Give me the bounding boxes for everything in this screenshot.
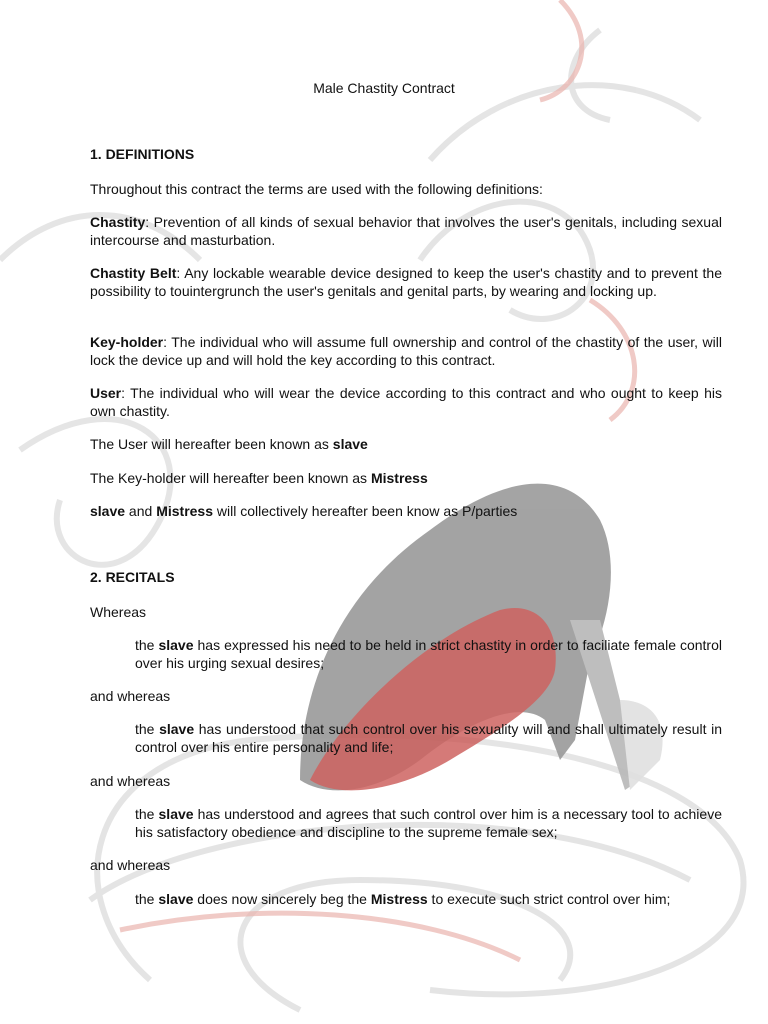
- known-as-mistress: The Key-holder will hereafter been known as Mistress: [90, 470, 428, 486]
- definitions-intro: Throughout this contract the terms are used with the following definitions:: [90, 181, 543, 197]
- definition-text: : The individual who will assume full ownership and control of the chastity of the user, will lock the device up and will hold the key according to this contract.: [90, 334, 722, 368]
- definition-term: Chastity: [90, 214, 146, 230]
- document-title: Male Chastity Contract: [313, 80, 455, 96]
- definition-term: Chastity Belt: [90, 265, 177, 281]
- definition-term: User: [90, 385, 122, 401]
- whereas-label: and whereas: [90, 688, 171, 704]
- section-heading-recitals: 2. RECITALS: [90, 569, 175, 585]
- definition-term: Key-holder: [90, 334, 164, 350]
- recital-clause: the slave has expressed his need to be held in strict chastity in order to faciliate female control over his urging sexual desires;: [135, 637, 722, 671]
- definition-key-holder: [90, 333, 722, 369]
- definition-text: : Prevention of all kinds of sexual behavior that involves the user's genitals, including sexual intercourse and masturbation.: [90, 214, 722, 248]
- recital-clause: the slave has understood that such control over his sexuality will and shall ultimately result in control over his entire personality and life;: [135, 721, 722, 755]
- definition-user: [90, 384, 722, 420]
- whereas-label: and whereas: [90, 857, 171, 873]
- definition-chastity-belt: [90, 264, 722, 300]
- recital-clause: the slave has understood and agrees that such control over him is a necessary tool to achieve his satisfactory obedience and discipline to the supreme female sex;: [135, 806, 722, 840]
- definition-text: : The individual who will wear the device according to this contract and who ought to keep his own chastity.: [90, 385, 722, 419]
- definition-chastity: [90, 213, 722, 249]
- known-as-slave: The User will hereafter been known as slave: [90, 436, 368, 452]
- definition-text: : Any lockable wearable device designed to keep the user's chastity and to prevent the possibility to touintergrunch the user's genitals and genital parts, by wearing and locking up.: [90, 265, 722, 299]
- recital-clause: the slave does now sincerely beg the Mistress to execute such strict control over him;: [135, 891, 671, 907]
- whereas-label: and whereas: [90, 773, 171, 789]
- parties-definition: slave and Mistress will collectively hereafter been know as P/parties: [90, 503, 518, 519]
- section-heading-definitions: 1. DEFINITIONS: [90, 146, 195, 162]
- whereas-label: Whereas: [90, 604, 147, 620]
